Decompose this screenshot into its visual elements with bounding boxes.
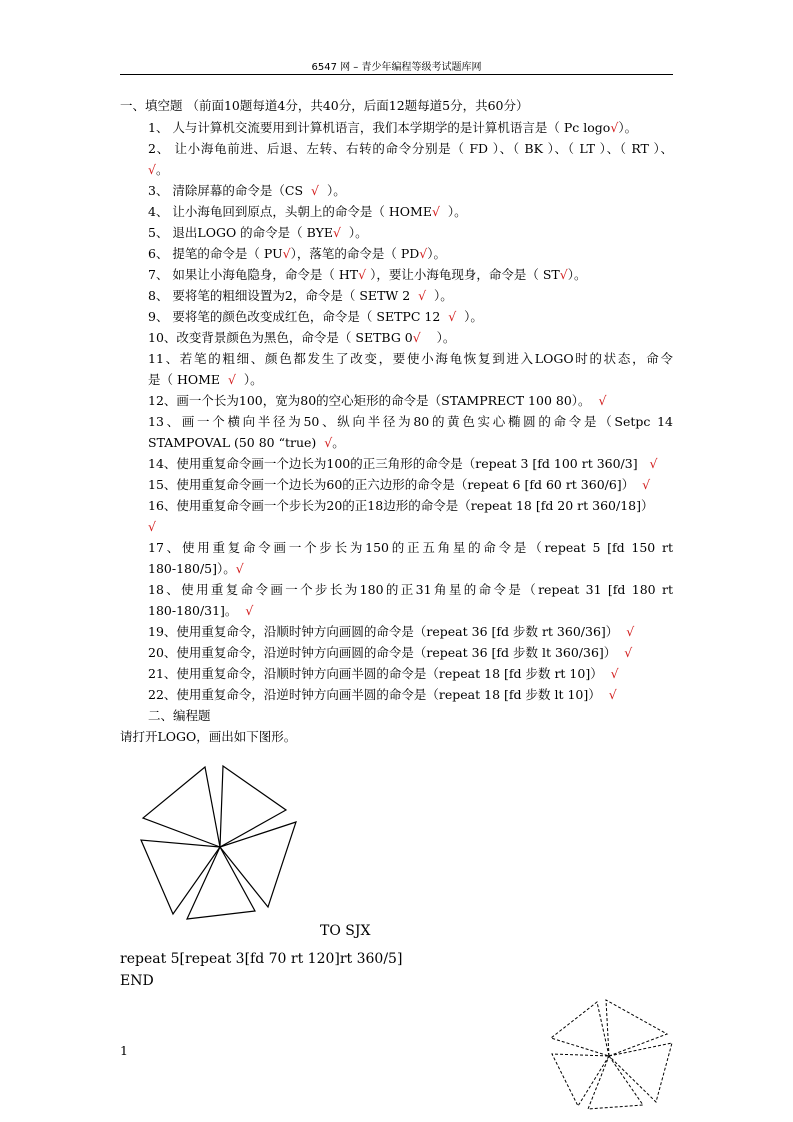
check-mark: √ [642,477,651,492]
question-2-line1: 2、 让小海龟前进、后退、左转、右转的命令分别是（ FD ）、（ BK ）、（ LT ）、（ RT ）、 [148,141,673,156]
triangle-5 [141,840,220,914]
small-triangle-4 [588,1056,643,1109]
question-2-line2: √。 [148,162,169,177]
procedure-code: repeat 5[repeat 3[fd 70 rt 120]rt 360/5] [120,951,403,967]
check-mark: √ [419,246,428,261]
section1-heading: 一、填空题 （前面10题每道4分，共40分，后面12题每道5分，共60分） [120,98,529,113]
question-22: 22、使用重复命令，沿逆时钟方向画半圆的命令是（repeat 18 [fd 步数 lt 10]） √ [148,687,617,702]
check-mark: √ [448,309,457,324]
check-mark: √ [431,204,440,219]
check-mark: √ [610,120,619,135]
triangles-figure-small [548,996,688,1116]
check-mark: √ [333,225,341,240]
section2-instruction: 请打开LOGO，画出如下图形。 [120,729,297,744]
check-mark: √ [358,267,367,282]
question-6: 6、 提笔的命令是（ PU√），落笔的命令是（ PD√）。 [148,246,447,261]
question-12: 12、画一个长为100，宽为80的空心矩形的命令是（STAMPRECT 100 80）。 √ [148,393,607,408]
question-8: 8、 要将笔的粗细设置为2，命令是（ SETW 2 √ ）。 [148,288,453,303]
question-11-line2: 是（ HOME √ ）。 [148,372,263,387]
check-mark: √ [412,330,421,345]
question-17-line2: 180-180/5]）。√ [148,561,244,576]
question-18-line1: 18、使用重复命令画一个步长为180的正31角星的命令是（repeat 31 [fd 180 rt [148,582,673,597]
check-mark: √ [598,393,607,408]
check-mark: √ [610,666,619,681]
question-13-line2: STAMPOVAL (50 80 “true) √。 [148,435,345,450]
check-mark: √ [649,456,658,471]
triangles-figure [130,760,350,930]
triangle-4 [187,847,255,919]
page-header: 6547 网 – 青少年编程等级考试题库网 [311,62,482,73]
page-number: 1 [120,1043,128,1058]
question-7: 7、 如果让小海龟隐身，命令是（ HT√ ），要让小海龟现身，命令是（ ST√）。 [148,267,587,282]
check-mark: √ [311,183,319,198]
procedure-end: END [120,973,154,989]
check-mark: √ [148,519,156,534]
question-9: 9、 要将笔的颜色改变成红色，命令是（ SETPC 12 √ ）。 [148,309,483,324]
question-14: 14、使用重复命令画一个边长为100的正三角形的命令是（repeat 3 [fd 100 rt 360/3] √ [148,456,658,471]
question-16: 16、使用重复命令画一个步长为20的正18边形的命令是（repeat 18 [fd 20 rt 360/18]） [148,498,654,513]
question-21: 21、使用重复命令，沿顺时钟方向画半圆的命令是（repeat 18 [fd 步数 rt 10]） √ [148,666,619,681]
check-mark: √ [608,687,617,702]
triangle-1 [143,767,220,847]
triangle-2 [220,766,286,847]
check-mark: √ [235,561,244,576]
check-mark: √ [559,267,568,282]
check-mark: √ [626,624,635,639]
check-mark: √ [418,288,427,303]
question-17-line1: 17、使用重复命令画一个步长为150的正五角星的命令是（repeat 5 [fd 150 rt [148,540,673,555]
question-11-line1: 11、若笔的粗细、颜色都发生了改变，要使小海龟恢复到进入LOGO时的状态，命令 [148,351,673,366]
small-triangle-1 [551,1002,609,1056]
question-1: 1、 人与计算机交流要用到计算机语言，我们本学期学的是计算机语言是（ Pc logo√）。 [148,120,638,135]
question-20: 20、使用重复命令，沿逆时钟方向画圆的命令是（repeat 36 [fd 步数 lt 360/36]） √ [148,645,633,660]
question-19: 19、使用重复命令，沿顺时钟方向画圆的命令是（repeat 36 [fd 步数 rt 360/36]） √ [148,624,635,639]
question-13-line1: 13、画一个横向半径为50、纵向半径为80的黄色实心椭圆的命令是（Setpc 14 [148,414,673,429]
small-triangle-5 [552,1054,609,1106]
check-mark: √ [228,372,236,387]
small-triangle-2 [606,1000,667,1056]
header-rule [120,74,673,75]
procedure-name: TO SJX [320,923,371,939]
question-3: 3、 清除屏幕的命令是（CS √ ）。 [148,183,346,198]
question-15: 15、使用重复命令画一个边长为60的正六边形的命令是（repeat 6 [fd 60 rt 360/6]） √ [148,477,651,492]
check-mark: √ [282,246,291,261]
question-4: 4、 让小海龟回到原点，头朝上的命令是（ HOME√ ）。 [148,204,467,219]
small-triangle-3 [609,1043,672,1102]
check-mark: √ [324,435,333,450]
question-18-line2: 180-180/31]。 √ [148,603,254,618]
check-mark: √ [148,162,156,177]
check-mark: √ [245,603,254,618]
question-16-check [148,519,156,535]
check-mark: √ [624,645,633,660]
section2-heading: 二、编程题 [148,708,211,723]
question-5: 5、 退出LOGO 的命令是（ BYE√ ）。 [148,225,368,240]
question-10: 10、改变背景颜色为黑色，命令是（ SETBG 0√ ）。 [148,330,456,345]
triangle-3 [220,822,296,907]
